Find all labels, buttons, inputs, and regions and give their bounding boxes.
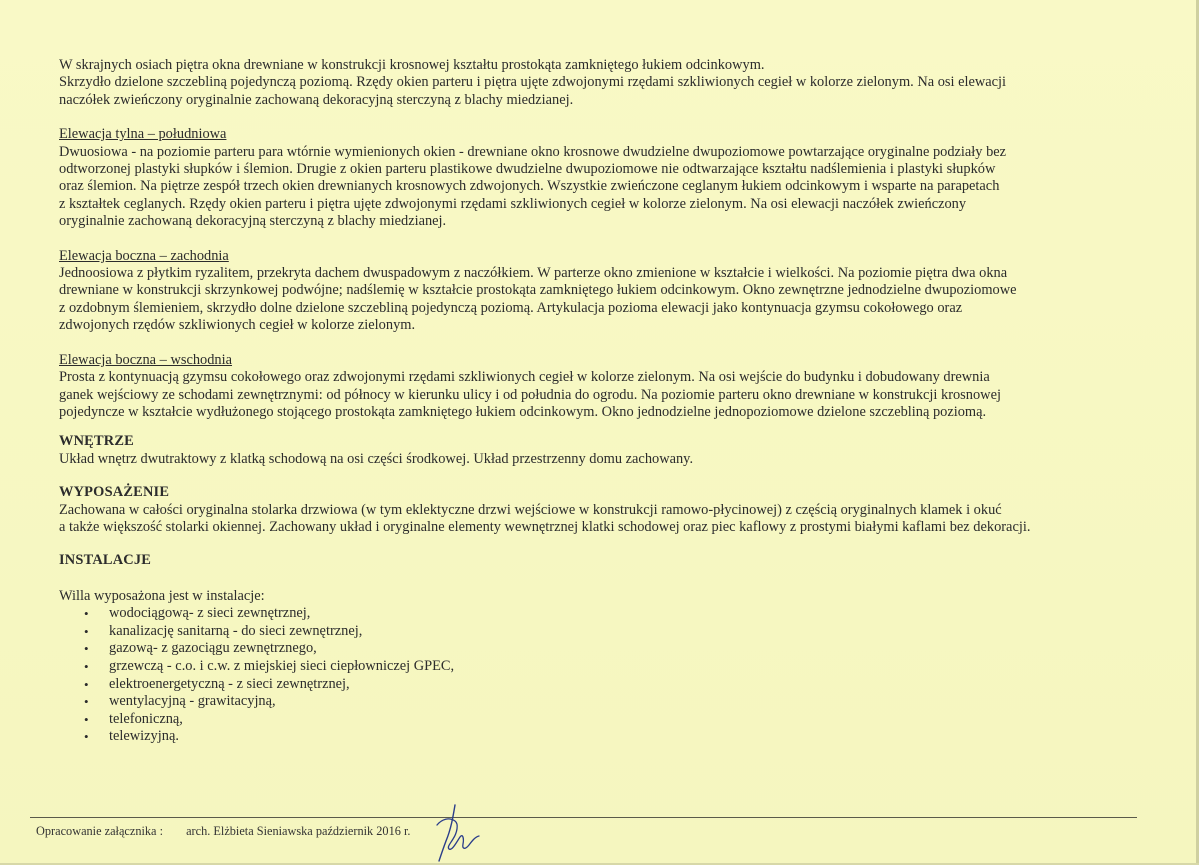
- footer: [36, 824, 410, 839]
- text-line: z ozdobnym ślemieniem, skrzydło dolne dzielone szczebliną pojedynczą poziomą. Artykulacja pozioma elewacji jako kontynuacja gzymsu cokołowego oraz: [59, 299, 963, 316]
- section-title: Elewacja boczna – wschodnia: [59, 351, 233, 368]
- list-item-text: wentylacyjną - grawitacyjną,: [109, 693, 276, 710]
- list-item: [59, 711, 1179, 729]
- section-west-elevation: [59, 248, 1179, 335]
- footer-divider: [30, 817, 1137, 818]
- text-line: Zachowana w całości oryginalna stolarka drzwiowa (w tym eklektyczne drzwi wejściowe w konstrukcji ramowo-płycinowej) z częścią oryginalnych klamek i okuć: [59, 501, 1002, 518]
- section-interior: [59, 433, 1179, 468]
- text-line: Układ wnętrz dwutraktowy z klatką schodową na osi części środkowej. Układ przestrzenny domu zachowany.: [59, 450, 694, 467]
- intro-paragraph: [59, 57, 1179, 109]
- list-item-text: grzewczą - c.o. i c.w. z miejskiej sieci ciepłowniczej GPEC,: [109, 657, 455, 674]
- heading-installations: INSTALACJE: [59, 552, 152, 569]
- list-item: [59, 693, 1179, 711]
- bullet-icon: •: [84, 729, 89, 745]
- heading-interior: WNĘTRZE: [59, 433, 134, 450]
- text-line: z kształtek ceglanych. Rzędy okien parteru i piętra ujęte zdwojonymi rzędami szkliwionych cegieł w kolorze zielonym. Na osi elewacji naczółek zwieńczony: [59, 195, 967, 212]
- bullet-icon: •: [84, 623, 89, 639]
- text-line: oraz ślemion. Na piętrze zespół trzech okien drewnianych krosnowych zdwojonych. Wszystkie zwieńczone ceglanym łukiem odcinkowym i wsparte na parapetach: [59, 178, 1000, 195]
- document-body: [59, 57, 1179, 746]
- text-line: drewniane w konstrukcji skrzynkowej podwójne; nadślemię w kształcie prostokąta zamkniętego łukiem odcinkowym. Okno zewnętrzne jednodzielne dwupoziomowe: [59, 282, 1017, 299]
- list-item: [59, 623, 1179, 641]
- signature-icon: [433, 803, 481, 863]
- section-title: Elewacja boczna – zachodnia: [59, 247, 229, 264]
- section-east-elevation: [59, 352, 1179, 422]
- text-line: odtworzonej plastyki słupków i ślemion. Drugie z okien parteru plastikowe dwudzielne dwupoziomowe nie odtwarzające kształtu nadślemienia i plastyki słupków: [59, 161, 996, 178]
- list-item-text: elektroenergetyczną - z sieci zewnętrznej,: [109, 675, 350, 692]
- text-line: Jednoosiowa z płytkim ryzalitem, przekryta dachem dwuspadowym z naczółkiem. W parterze okno zmienione w kształcie i wielkości. Na poziomie piętra dwa okna: [59, 265, 1008, 282]
- text-line: ganek wejściowy ze schodami zewnętrznymi: od północy w kierunku ulicy i od południa do ogrodu. Na poziomie parteru okno drewniane w konstrukcji krosnowej: [59, 386, 1001, 403]
- bullet-icon: •: [84, 606, 89, 622]
- bullet-icon: •: [84, 641, 89, 657]
- list-item-text: telefoniczną,: [109, 710, 183, 727]
- list-item: [59, 658, 1179, 676]
- list-item: [59, 728, 1179, 746]
- footer-author: arch. Elżbieta Sieniawska: [186, 824, 313, 838]
- list-item-text: telewizyjną.: [109, 728, 179, 745]
- text-line: a także większość stolarki okiennej. Zachowany układ i oryginalne elementy wewnętrznej klatki schodowej oraz piec kaflowy z prostymi białymi kaflami bez dekoracji.: [59, 518, 1031, 535]
- list-item: [59, 640, 1179, 658]
- heading-equipment: WYPOSAŻENIE: [59, 484, 170, 501]
- text-line: naczółek zwieńczony oryginalnie zachowaną dekoracyjną sterczyną z blachy miedzianej.: [59, 91, 574, 108]
- section-rear-elevation: [59, 126, 1179, 230]
- text-line: W skrajnych osiach piętra okna drewniane w konstrukcji krosnowej kształtu prostokąta zamkniętego łukiem odcinkowym.: [59, 57, 765, 73]
- footer-label: Opracowanie załącznika :: [36, 824, 163, 838]
- list-item-text: kanalizację sanitarną - do sieci zewnętrznej,: [109, 622, 363, 639]
- section-installations: [59, 552, 1179, 746]
- list-item: [59, 605, 1179, 623]
- text-line: Skrzydło dzielone szczebliną pojedynczą poziomą. Rzędy okien parteru i piętra ujęte zdwojonymi rzędami szkliwionych cegieł w kolorze zielonym. Na osi elewacji: [59, 74, 1007, 91]
- text-line: zdwojonych rzędów szkliwionych cegieł w kolorze zielonym.: [59, 317, 416, 334]
- bullet-icon: •: [84, 711, 89, 727]
- installations-intro: Willa wyposażona jest w instalacje:: [59, 587, 265, 604]
- list-item: [59, 676, 1179, 694]
- bullet-icon: •: [84, 658, 89, 674]
- list-item-text: wodociągową- z sieci zewnętrznej,: [109, 605, 311, 622]
- footer-date: październik 2016 r.: [315, 824, 411, 838]
- bullet-icon: •: [84, 694, 89, 710]
- text-line: oryginalnie zachowaną dekoracyjną sterczyną z blachy miedzianej.: [59, 213, 447, 230]
- section-equipment: [59, 484, 1179, 536]
- text-line: Prosta z kontynuacją gzymsu cokołowego oraz zdwojonymi rzędami szkliwionych cegieł w kolorze zielonym. Na osi wejście do budynku i dobudowany drewnia: [59, 369, 990, 386]
- section-title: Elewacja tylna – południowa: [59, 126, 227, 143]
- text-line: pojedyncze w kształcie wydłużonego stojącego prostokąta zamkniętego łukiem odcinkowym. Okno jednodzielne jednopoziomowe dzielone szczebliną poziomą.: [59, 403, 987, 420]
- installations-list: [59, 605, 1179, 746]
- list-item-text: gazową- z gazociągu zewnętrznego,: [109, 640, 317, 657]
- bullet-icon: •: [84, 676, 89, 692]
- text-line: Dwuosiowa - na poziomie parteru para wtórnie wymienionych okien - drewniane okno krosnowe dwudzielne dwupoziomowe powtarzające oryginalne podziały bez: [59, 143, 1007, 160]
